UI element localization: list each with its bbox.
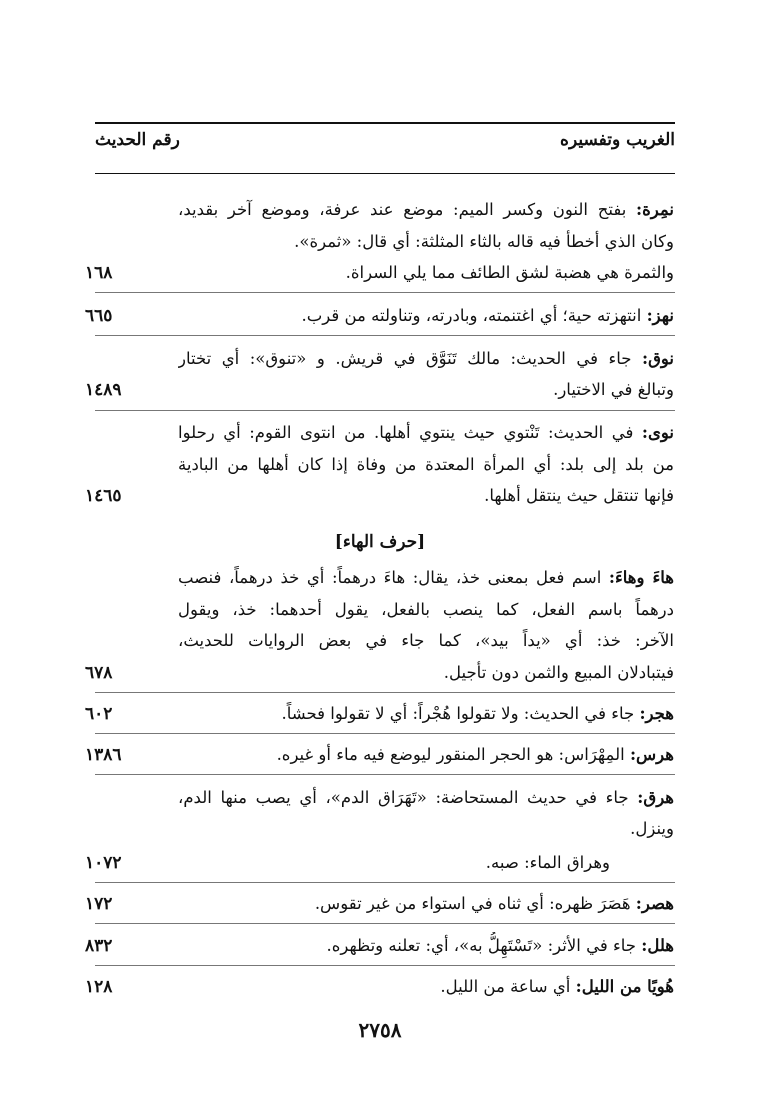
hadith-number: ١٤٦٥ bbox=[85, 486, 122, 506]
page-number: ٢٧٥٨ bbox=[358, 1018, 402, 1042]
header-bottom-rule bbox=[95, 173, 675, 174]
entry-line: وتبالغ في الاختيار. bbox=[553, 380, 674, 399]
entry-head: نوى: bbox=[641, 423, 674, 442]
entry-head: نمِرة: bbox=[636, 200, 674, 219]
entry-line: فإنها تنتقل حيث ينتقل أهلها. bbox=[484, 486, 674, 505]
entry-line: وهراق الماء: صبه. bbox=[485, 853, 610, 872]
hadith-number: ٨٣٢ bbox=[85, 936, 113, 956]
entry-line: هُويًا من الليل: أي ساعة من الليل. bbox=[440, 977, 674, 996]
entry-line: هرس: المِهْرَاس: هو الحجر المنقور ليوضع فيه ماء أو غيره. bbox=[276, 745, 674, 764]
hadith-number: ١٦٨ bbox=[85, 263, 113, 283]
entry-line: هلل: جاء في الأثر: «تَسْتَهِلُّ به»، أي: تعلنه وتظهره. bbox=[326, 936, 674, 955]
entry-line: هاءَ وهاءَ: اسم فعل بمعنى خذ، يقال: هاءَ درهماً: أي خذ درهماً، فنصب bbox=[178, 568, 674, 587]
entry-line: الآخر: خذ: أي «يداً بيد»، كما جاء في بعض الروايات للحديث، bbox=[178, 631, 674, 650]
entry-separator bbox=[95, 292, 675, 293]
entry-head: نهز: bbox=[646, 306, 674, 325]
hadith-number: ١٠٧٢ bbox=[85, 853, 122, 873]
entry-separator bbox=[95, 335, 675, 336]
entry-line: نمِرة: بفتح النون وكسر الميم: موضع عند عرفة، وموضع آخر بقديد، bbox=[178, 200, 674, 219]
entry-line: درهماً باسم الفعل، كما ينصب بالفعل، يقول أحدهما: خذ، ويقول bbox=[178, 600, 674, 619]
entry-separator bbox=[95, 410, 675, 411]
entry-line: هجر: جاء في الحديث: ولا تقولوا هُجْراً: أي لا تقولوا فحشاً. bbox=[281, 704, 674, 723]
hadith-number: ١٤٨٩ bbox=[85, 380, 122, 400]
hadith-number-column-label: رقم الحديث bbox=[95, 130, 180, 150]
entry-line: نوى: في الحديث: تَنْتوي حيث ينتوي أهلها. من انتوى القوم: أي رحلوا bbox=[178, 423, 674, 442]
entry-line: والثمرة هي هضبة لشق الطائف مما يلي السراة. bbox=[345, 263, 674, 282]
entry-line: هصر: هَصَرَ ظهره: أي ثناه في استواء من غير تقوس. bbox=[314, 894, 674, 913]
entry-head: هجر: bbox=[639, 704, 674, 723]
hadith-number: ١٣٨٦ bbox=[85, 745, 122, 765]
entry-line: نهز: انتهزته حية؛ أي اغتنمته، وبادرته، وتناولته من قرب. bbox=[301, 306, 674, 325]
hadith-number: ١٢٨ bbox=[85, 977, 113, 997]
hadith-number: ٦٦٥ bbox=[85, 306, 113, 326]
entry-line: وينزل. bbox=[630, 819, 674, 838]
running-title: الغريب وتفسيره bbox=[560, 130, 675, 150]
entry-head: هاءَ وهاءَ: bbox=[608, 568, 674, 587]
entry-line: فيتبادلان المبيع والثمن دون تأجيل. bbox=[443, 663, 674, 682]
entry-separator bbox=[95, 965, 675, 966]
entry-head: هُويًا من الليل: bbox=[575, 977, 674, 996]
entry-head: هرس: bbox=[629, 745, 674, 764]
entry-line: هرق: جاء في حديث المستحاضة: «تَهَرَاق الدم»، أي يصب منها الدم، bbox=[178, 788, 674, 807]
entry-head: هلل: bbox=[641, 936, 674, 955]
entry-separator bbox=[95, 882, 675, 883]
entry-separator bbox=[95, 692, 675, 693]
entry-separator bbox=[95, 733, 675, 734]
entry-line: نوق: جاء في الحديث: مالك تَنَوَّق في قريش. و «تنوق»: أي تختار bbox=[178, 349, 674, 368]
entry-head: هصر: bbox=[635, 894, 674, 913]
entry-head: هرق: bbox=[637, 788, 674, 807]
section-heading: [حرف الهاء] bbox=[334, 532, 426, 552]
entry-line: من بلد إلى بلد: أي المرأة المعتدة من وفاة إذا كان أهلها من البادية bbox=[178, 455, 674, 474]
header-top-rule bbox=[95, 122, 675, 124]
entry-line: وكان الذي أخطأ فيه قاله بالثاء المثلثة: أي قال: «ثمرة». bbox=[294, 232, 674, 251]
entry-separator bbox=[95, 774, 675, 775]
entry-separator bbox=[95, 923, 675, 924]
hadith-number: ٦٠٢ bbox=[85, 704, 113, 724]
hadith-number: ٦٧٨ bbox=[85, 663, 113, 683]
hadith-number: ١٧٢ bbox=[85, 894, 113, 914]
entry-head: نوق: bbox=[641, 349, 674, 368]
